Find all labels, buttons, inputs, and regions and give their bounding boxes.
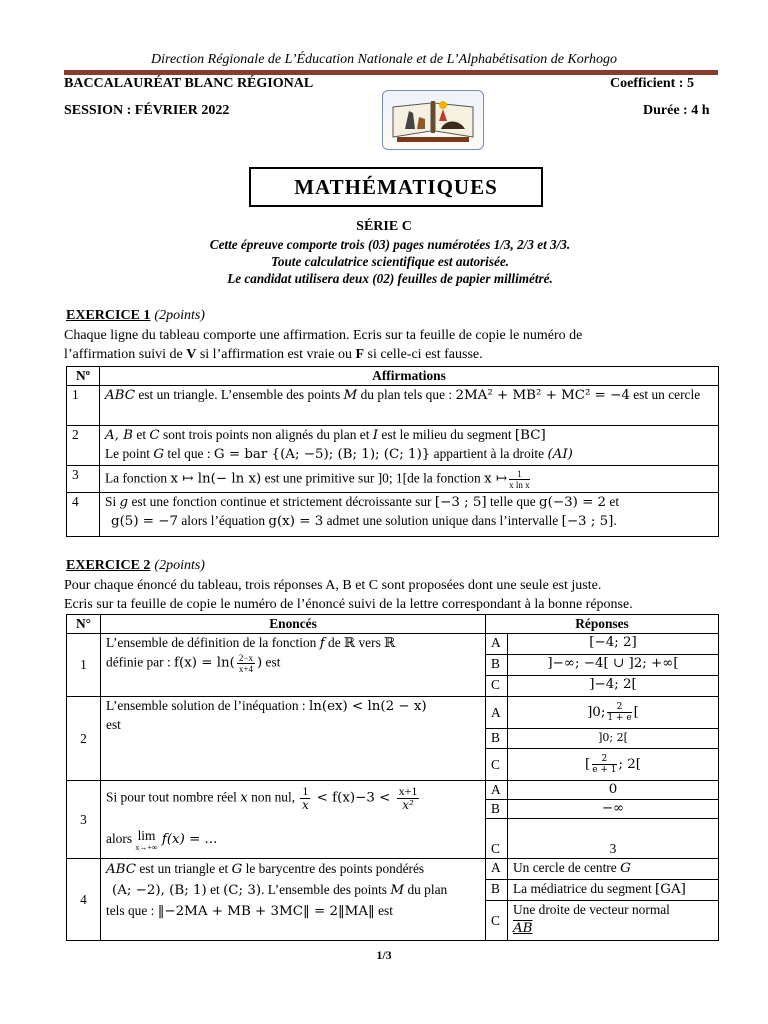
answer-4b: La médiatrice du segment [GA]: [508, 880, 719, 901]
question-3: Si pour tout nombre réel x non nul, $\frac{1}{x}$ < f(x)−3 < $\frac{x+1}{\text{x²}}$ alors lim x→+∞ f(x) = ...: [101, 781, 486, 859]
answer-4c: Une droite de vecteur normal AB: [508, 901, 719, 941]
exercise-2-title: EXERCICE 2: [66, 558, 151, 573]
col-num: Nº: [67, 367, 100, 386]
table-row: 1 ABC est un triangle. L’ensemble des points M du plan tels que : 2MA² + MB² + MC² = −4 est un cercle: [67, 386, 719, 426]
answer-1b: ]−∞; −4[ ∪ ]2; +∞[: [508, 655, 719, 676]
answer-2b: ]0; 2[: [508, 729, 719, 749]
table-row: B −∞: [67, 800, 719, 819]
col-affirmations: Affirmations: [100, 367, 719, 386]
answer-4a: Un cercle de centre G: [508, 859, 719, 880]
serie-label: SÉRIE C: [356, 219, 412, 234]
table-row: B ]−∞; −4[ ∪ ]2; +∞[: [67, 655, 719, 676]
instruction-line: Cette épreuve comporte trois (03) pages numérotées 1/3, 2/3 et 3/3.: [209, 237, 571, 252]
table-row: C Une droite de vecteur normal AB: [67, 901, 719, 941]
exercise-2-heading: [66, 556, 205, 574]
question-4: ABC est un triangle et G le barycentre des points pondérés (A; −2), (B; 1) et (C; 3). L’ensemble des points M du plan tels que : ‖−2MA + MB + 3MC‖ = 2‖MA‖ est: [101, 859, 486, 941]
table-row: 2 L’ensemble solution de l’inéquation : ln(ex) < ln(2 − x) est A ]0; $\frac{2}{1 + e}$ [: [67, 697, 719, 729]
mcq-table: [66, 614, 719, 941]
exercise-2-points: (2points): [154, 558, 205, 573]
institution-header: Direction Régionale de L’Éducation Nationale et de L’Alphabétisation de Korhogo: [151, 52, 617, 67]
table-row: C ]−4; 2[: [67, 676, 719, 697]
affirmations-table: [66, 366, 719, 537]
instruction-line: Le candidat utilisera deux (02) feuilles de papier millimétré.: [227, 271, 553, 286]
table-header: [67, 367, 719, 386]
exam-title: BACCALAURÉAT BLANC RÉGIONAL: [64, 76, 314, 91]
affirmation-1: ABC est un triangle. L’ensemble des points M du plan tels que : 2MA² + MB² + MC² = −4 est un cercle: [100, 386, 719, 426]
table-row: C [ $\frac{2}{e + 1}$ ; 2[: [67, 749, 719, 781]
question-2: L’ensemble solution de l’inéquation : ln(ex) < ln(2 − x) est: [101, 697, 486, 781]
regional-logo: [382, 90, 484, 150]
answer-3c: 3: [508, 819, 719, 859]
table-row: 4 Si g est une fonction continue et strictement décroissante sur [−3 ; 5] telle que g(−3) = 2 et g(5) = −7 alors l’équation g(x) = 3 admet une solution unique dans l’intervalle [−3 ; 5].: [67, 493, 719, 537]
intro-line: Ecris sur ta feuille de copie le numéro de l’énoncé suivi de la lettre correspondant à la bonne réponse.: [64, 597, 633, 612]
table-row: B ]0; 2[: [67, 729, 719, 749]
answer-1c: ]−4; 2[: [508, 676, 719, 697]
answer-2c: [ $\frac{2}{e + 1}$ ; 2[: [508, 749, 719, 781]
duration: Durée : 4 h: [643, 103, 710, 118]
subject-title: MATHÉMATIQUES: [249, 167, 543, 207]
session: SESSION : FÉVRIER 2022: [64, 103, 230, 118]
coefficient: Coefficient : 5: [610, 76, 694, 91]
table-row: C 3: [67, 819, 719, 859]
exercise-1-points: (2points): [154, 308, 205, 323]
intro-line: Pour chaque énoncé du tableau, trois réponses A, B et C sont proposées dont une seule est juste.: [64, 578, 602, 593]
affirmation-2: A, B et C sont trois points non alignés du plan et I est le milieu du segment [BC] Le point G tel que : G = bar {(A; −5); (B; 1); (C; 1)} appartient à la droite (AI): [100, 426, 719, 466]
intro-line: l’affirmation suivi de V si l’affirmation est vraie ou F si celle-ci est fausse.: [64, 347, 483, 362]
table-header: N° Enoncés Réponses: [67, 615, 719, 634]
page-number: 1/3: [376, 948, 392, 962]
table-row: 2 A, B et C sont trois points non alignés du plan et I est le milieu du segment [BC] Le point G tel que : G = bar {(A; −5); (B; 1); (C; 1)} appartient à la droite (AI): [67, 426, 719, 466]
table-row: 3 Si pour tout nombre réel x non nul, $\frac{1}{x}$ < f(x)−3 < $\frac{x+1}{\text{x²}}$ alors lim x→+∞ f(x) = ... A 0: [67, 781, 719, 800]
affirmation-3: La fonction x ↦ ln(− ln x) est une primitive sur ]0; 1[de la fonction x ↦ $\frac{1}{\text{x ln x}}$: [100, 466, 719, 493]
exercise-1-title: EXERCICE 1: [66, 308, 151, 323]
table-row: 1 L’ensemble de définition de la fonction f de ℝ vers ℝ définie par : f(x) = ln( $\frac{2-x}{x+4}$ ) est A [−4; 2]: [67, 634, 719, 655]
table-row: 3 La fonction x ↦ ln(− ln x) est une primitive sur ]0; 1[de la fonction x ↦ $\frac{1}{\text{x ln x}}$: [67, 466, 719, 493]
question-1: L’ensemble de définition de la fonction f de ℝ vers ℝ définie par : f(x) = ln( $\frac{2-x}{x+4}$ ) est: [101, 634, 486, 697]
exercise-1-heading: [66, 306, 205, 324]
affirmation-4: Si g est une fonction continue et strictement décroissante sur [−3 ; 5] telle que g(−3) = 2 et g(5) = −7 alors l’équation g(x) = 3 admet une solution unique dans l’intervalle [−3 ; 5].: [100, 493, 719, 537]
exercise-2-intro: [64, 576, 734, 614]
intro-line: Chaque ligne du tableau comporte une affirmation. Ecris sur ta feuille de copie le numéro de: [64, 328, 583, 343]
answer-1a: [−4; 2]: [508, 634, 719, 655]
exam-instructions: [150, 236, 630, 287]
answer-3a: 0: [508, 781, 719, 800]
header-rule: [64, 70, 718, 75]
table-row: B La médiatrice du segment [GA]: [67, 880, 719, 901]
answer-3b: −∞: [508, 800, 719, 819]
table-row: 4 ABC est un triangle et G le barycentre des points pondérés (A; −2), (B; 1) et (C; 3). L’ensemble des points M du plan tels que : ‖−2MA + MB + 3MC‖ = 2‖MA‖ est A Un cercle de centre G: [67, 859, 719, 880]
exercise-1-intro: [64, 326, 724, 364]
instruction-line: Toute calculatrice scientifique est autorisée.: [271, 254, 509, 269]
answer-2a: ]0; $\frac{2}{1 + e}$ [: [508, 697, 719, 729]
